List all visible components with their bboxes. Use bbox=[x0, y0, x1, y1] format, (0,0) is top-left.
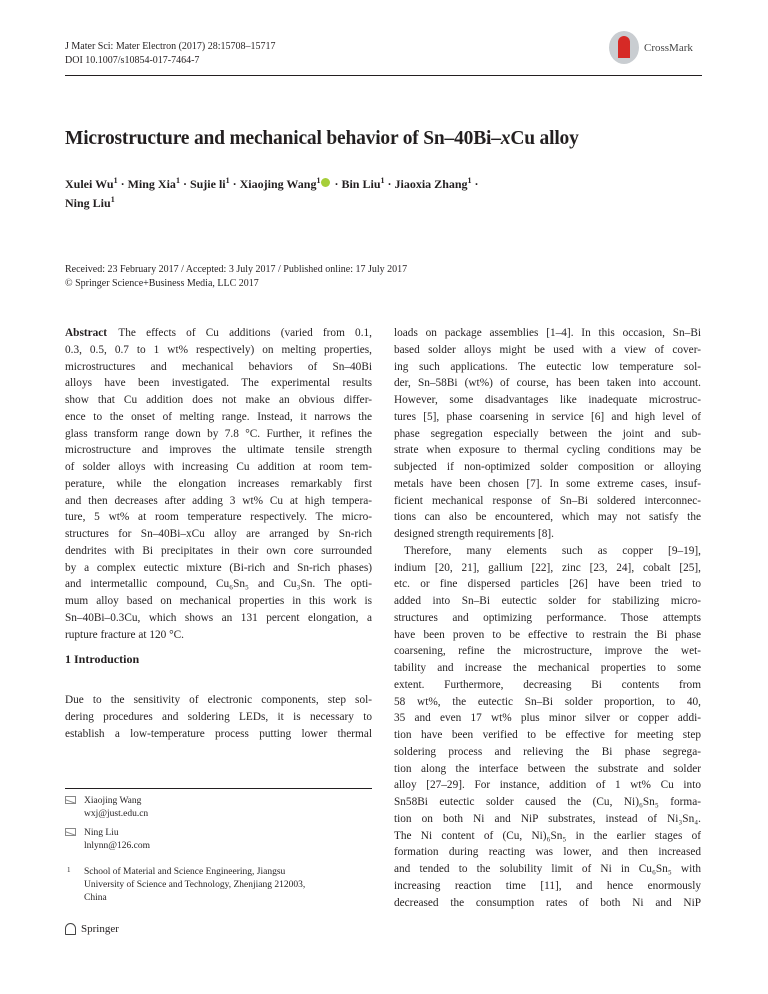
text-line: establish a low-temperature process putting lower thermal bbox=[65, 727, 372, 740]
text-line bbox=[65, 627, 372, 644]
crossmark-icon bbox=[609, 31, 639, 64]
crossmark-badge[interactable]: CrossMark bbox=[609, 31, 693, 64]
text-line bbox=[65, 426, 372, 443]
contact-author-2: Ning Liu lnlynn@126.com bbox=[65, 827, 150, 853]
text-line: based solder alloys might be used with a view of cover- bbox=[394, 343, 701, 356]
text-line: strate when exposure to thermal cycling conditions may be bbox=[394, 444, 701, 457]
text-line bbox=[65, 543, 372, 560]
author-separator: · bbox=[471, 177, 479, 191]
affiliation-marker: 1 bbox=[175, 176, 180, 185]
affiliation-marker: 1 bbox=[110, 195, 115, 204]
text-line: added into Sn–Bi eutectic solder for stabilizing micro- bbox=[394, 595, 701, 607]
line-text: 0.3, 0.5, 0.7 to 1 wt% respectively) on melting properties, bbox=[65, 343, 372, 356]
text-line: 35 and even 17 wt% plus minor silver or copper addi- bbox=[394, 712, 701, 725]
text-line: Sn58Bi eutectic solder caused the (Cu, Ni)₆Sn₅ forma- bbox=[394, 796, 701, 808]
section-heading: 1 Introduction bbox=[65, 652, 140, 666]
line-text: and intermetallic compound, Cu₆Sn₅ and Cu₃Sn. The opti- bbox=[65, 578, 372, 591]
text-line: metals have been chosen [7]. In some extreme cases, insuf- bbox=[394, 477, 701, 490]
author-name: Jiaoxia Zhang bbox=[394, 177, 468, 191]
affiliation-marker: 1 bbox=[113, 176, 118, 185]
line-text: show that Cu addition does not make an obvious differ- bbox=[65, 394, 372, 406]
line-text: The effects of Cu additions (varied from 0.1, bbox=[118, 327, 372, 339]
text-line: subjected if non-optimized solder composition or alloying bbox=[394, 461, 701, 473]
author-name: Xulei Wu bbox=[65, 177, 114, 191]
line-text: glass transform range down by 7.8 °C. Further, it refines the bbox=[65, 427, 372, 440]
text-line: dering procedures and soldering LEDs, it is necessary to bbox=[65, 710, 372, 723]
text-line: decreased the consumption rates of both Ni and NiP bbox=[394, 896, 701, 909]
text-line: phase segregation especially between the joint and sub- bbox=[394, 427, 701, 440]
text-line bbox=[65, 576, 372, 593]
text-line bbox=[65, 526, 372, 543]
text-line: loads on package assemblies [1–4]. In this occasion, Sn–Bi bbox=[394, 327, 701, 339]
envelope-icon bbox=[65, 828, 76, 836]
abstract bbox=[65, 325, 372, 643]
text-line: tion on both Ni and NiP substrates, instead of Ni₃Sn₄. bbox=[394, 812, 701, 825]
author-separator: · bbox=[179, 177, 190, 191]
journal-citation: J Mater Sci: Mater Electron (2017) 28:15708–15717 bbox=[65, 41, 276, 52]
text-line: Due to the sensitivity of electronic components, step sol- bbox=[65, 694, 372, 706]
author-separator: · bbox=[331, 177, 342, 191]
author-separator: · bbox=[229, 177, 240, 191]
line-text: of solder alloys with increasing Cu addition at room tem- bbox=[65, 461, 372, 473]
text-line: Therefore, many elements such as copper [9–19], bbox=[404, 544, 701, 557]
email-link[interactable]: wxj@just.edu.cn bbox=[84, 809, 149, 819]
copyright: © Springer Science+Business Media, LLC 2017 bbox=[65, 278, 259, 289]
text-line bbox=[65, 560, 372, 577]
line-text: perature, while the elongation increases remarkably first bbox=[65, 477, 372, 490]
text-line: designed strength requirements [8]. bbox=[394, 528, 554, 540]
text-line: ing such applications. The eutectic low temperature sol- bbox=[394, 360, 701, 373]
text-line bbox=[65, 610, 372, 627]
introduction-text bbox=[65, 692, 372, 742]
line-text: dendrites with Bi precipitates in their own core surrounded bbox=[65, 544, 372, 557]
text-line: The Ni content of (Cu, Ni)₆Sn₅ in the earlier stages of bbox=[394, 829, 701, 842]
affiliation-marker: 1 bbox=[467, 176, 472, 185]
text-line bbox=[65, 459, 372, 476]
author-name: Xiaojing Wang bbox=[239, 177, 317, 191]
text-line: der, Sn–58Bi (wt%) of course, has been taken into account. bbox=[394, 377, 701, 390]
author-list bbox=[65, 173, 665, 211]
author-name: Sujie li bbox=[189, 177, 226, 191]
author-separator: · bbox=[117, 177, 128, 191]
header-rule bbox=[65, 75, 702, 76]
text-line: coarsening, refine the microstructure, improve the wet- bbox=[394, 645, 701, 658]
line-text: ture, 5 wt% at room temperature respectively. The micro- bbox=[65, 511, 372, 524]
text-line: tion have been verified to be effective for meeting step bbox=[394, 729, 701, 741]
contact-author-1: Xiaojing Wang wxj@just.edu.cn bbox=[65, 795, 148, 821]
text-line bbox=[65, 342, 372, 359]
text-line: 58 wt%, the eutectic Sn–Bi solder proportion, to 40, bbox=[394, 695, 701, 708]
journal-info bbox=[65, 40, 276, 68]
affiliation: 1 School of Material and Science Engineering, Jiangsu University of Science and Technology, Zhenjiang 212003, China bbox=[67, 866, 306, 903]
line-text: alloys have been investigated. The experimental results bbox=[65, 377, 372, 390]
springer-horse-icon bbox=[65, 923, 76, 935]
line-text: mum alloy based on mechanical properties in this work is bbox=[65, 595, 372, 607]
author-name: Ming Xia bbox=[127, 177, 176, 191]
abstract-heading: Abstract bbox=[65, 327, 108, 339]
author-name: Ning Liu bbox=[65, 196, 111, 210]
line-text: Sn–40Bi–0.3Cu, which shows an 131 percent elongation, a bbox=[65, 611, 372, 624]
email-link[interactable]: lnlynn@126.com bbox=[84, 841, 151, 851]
envelope-icon bbox=[65, 796, 76, 804]
publisher-logo: Springer bbox=[65, 923, 119, 935]
doi[interactable]: DOI 10.1007/s10854-017-7464-7 bbox=[65, 55, 200, 66]
line-text: microstructure and improves the ultimate tensile strength bbox=[65, 444, 372, 457]
line-text: ence to the onset of melting range. Instead, it narrows the bbox=[65, 410, 372, 423]
text-line: tures [5], phase coarsening in service [6] and high level of bbox=[394, 410, 701, 423]
paper-title bbox=[65, 128, 579, 150]
text-line bbox=[65, 325, 372, 342]
text-line: tion along the interface between the substrate and solder bbox=[394, 762, 701, 775]
text-line: etc. or fine dispersed particles [26] have been tried to bbox=[394, 578, 701, 591]
text-line: increasing reaction time [11], and hence enormously bbox=[394, 879, 701, 892]
publication-dates: Received: 23 February 2017 / Accepted: 3 July 2017 / Published online: 17 July 2017 © Springer Science+Business Media, LLC 2017 bbox=[65, 264, 408, 289]
text-line: However, some disadvantages like inadequate microstruc- bbox=[394, 394, 701, 406]
text-line: tions can also be encountered, which may not satisfy the bbox=[394, 511, 701, 524]
footnote-rule bbox=[65, 788, 372, 789]
text-line: ficient mechanical response of Sn–Bi soldered interconnec- bbox=[394, 494, 701, 507]
body-text-right-column bbox=[394, 325, 701, 911]
orcid-icon[interactable] bbox=[321, 178, 330, 187]
text-line: have been proven to be effective to restrain the Bi phase bbox=[394, 628, 701, 641]
line-text: and then decreases after adding 3 wt% Cu at high tempera- bbox=[65, 494, 372, 507]
text-line bbox=[65, 392, 372, 409]
text-line bbox=[65, 509, 372, 526]
text-line bbox=[65, 375, 372, 392]
text-line bbox=[65, 409, 372, 426]
text-line: formation during reacting was lower, and then increased bbox=[394, 846, 701, 859]
text-line: alloy [27–29]. For instance, addition of 1 wt% Cu into bbox=[394, 779, 701, 792]
text-line bbox=[65, 476, 372, 493]
text-line: soldering process and relieving the Bi phase segrega- bbox=[394, 745, 701, 758]
text-line: structures and optimizing performance. Those attempts bbox=[394, 611, 701, 624]
text-line bbox=[65, 493, 372, 510]
title-text: Microstructure and mechanical behavior of Sn–40Bi–xCu alloy bbox=[65, 128, 579, 149]
affiliation-marker: 1 bbox=[316, 176, 321, 185]
line-text: structures for Sn–40Bi–xCu alloy are arranged by Sn-rich bbox=[65, 528, 372, 540]
text-line: and tended to the solubility limit of Ni in Cu₆Sn₅ with bbox=[394, 863, 701, 875]
line-text: microstructures and mechanical behaviors of Sn–40Bi bbox=[65, 360, 372, 373]
text-line: indium [20, 21], gallium [22], zinc [23, 24], cobalt [25], bbox=[394, 561, 701, 574]
text-line bbox=[65, 359, 372, 376]
text-line: tability and increase the mechanical properties to some bbox=[394, 662, 701, 674]
line-text: by a complex eutectic mixture (Bi-rich and Sn-rich phases) bbox=[65, 561, 372, 574]
affiliation-marker: 1 bbox=[380, 176, 385, 185]
author-separator: · bbox=[384, 177, 395, 191]
line-text: rupture fracture at 120 °C. bbox=[65, 628, 185, 641]
text-line: extent. Furthermore, decreasing Bi contents from bbox=[394, 678, 701, 691]
author-name: Bin Liu bbox=[341, 177, 381, 191]
text-line bbox=[65, 442, 372, 459]
affiliation-marker: 1 bbox=[225, 176, 230, 185]
text-line bbox=[65, 593, 372, 610]
